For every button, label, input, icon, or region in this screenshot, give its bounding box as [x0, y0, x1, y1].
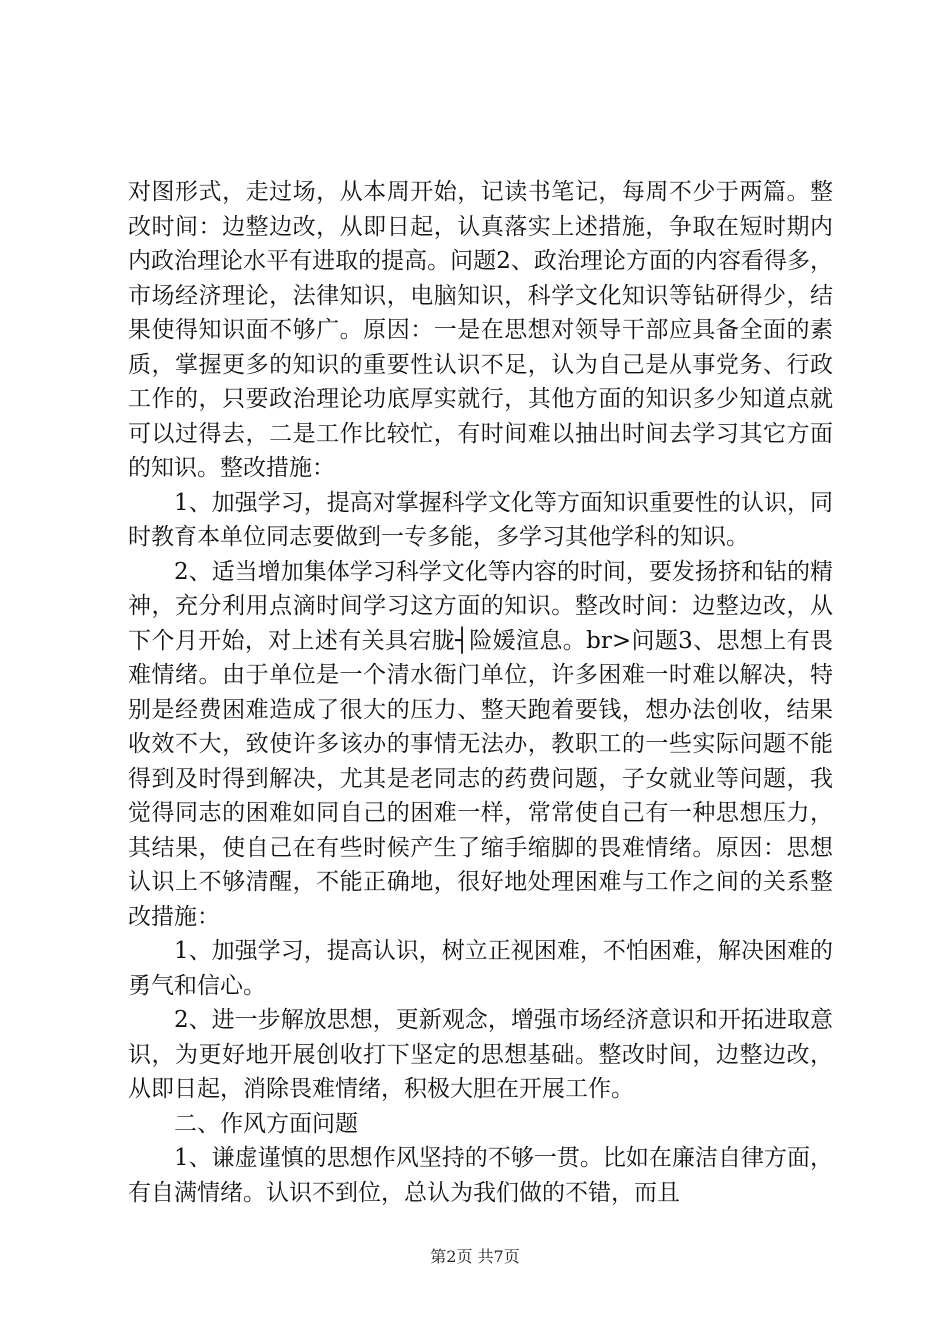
section-heading: 二、作风方面问题 [174, 1110, 358, 1137]
paragraph-5: 2、进一步解放思想，更新观念，增强市场经济意识和开拓进取意识，为更好地开展创收打下坚定的思想基础。整改时间，边整边改，从即日起，消除畏难情绪，积极大胆在开展工作。 [128, 1007, 833, 1102]
document-body [128, 175, 833, 1210]
paragraph-3: 2、适当增加集体学习科学文化等内容的时间，要发扬挤和钻的精神，充分利用点滴时间学习这方面的知识。整改时间：边整边改，从下个月开始，对上述有关具宕胧┤险媛渲息。br>问题3、思想上有畏难情绪。由于单位是一个清水衙门单位，许多困难一时难以解决，特别是经费困难造成了很大的压力、整天跑着要钱，想办法创收，结果收效不大，致使许多该办的事情无法办，教职工的一些实际问题不能得到及时得到解决，尤其是老同志的药费问题，子女就业等问题，我觉得同志的困难如同自己的困难一样，常常使自己有一种思想压力，其结果，使自己在有些时候产生了缩手缩脚的畏难情绪。原因：思想认识上不够清醒，不能正确地，很好地处理困难与工作之间的关系整改措施： [128, 558, 833, 930]
paragraph-1: 对图形式，走过场，从本周开始，记读书笔记，每周不少于两篇。整改时间：边整边改，从即日起，认真落实上述措施，争取在短时期内内政治理论水平有进取的提高。问题2、政治理论方面的内容看得多，市场经济理论，法律知识，电脑知识，科学文化知识等钻研得少，结果使得知识面不够广。原因：一是在思想对领导干部应具备全面的素质，掌握更多的知识的重要性认识不足，认为自己是从事党务、行政工作的，只要政治理论功底厚实就行，其他方面的知识多少知道点就可以过得去，二是工作比较忙，有时间难以抽出时间去学习其它方面的知识。整改措施： [128, 179, 833, 481]
page-number-footer: 第2页 共7页 [430, 1247, 520, 1266]
paragraph-2: 1、加强学习，提高对掌握科学文化等方面知识重要性的认识，同时教育本单位同志要做到一专多能，多学习其他学科的知识。 [128, 489, 833, 550]
paragraph-6: 1、谦虚谨慎的思想作风坚持的不够一贯。比如在廉洁自律方面，有自满情绪。认识不到位，总认为我们做的不错，而且 [128, 1145, 833, 1206]
paragraph-4: 1、加强学习，提高认识，树立正视困难，不怕困难，解决困难的勇气和信心。 [128, 938, 833, 999]
